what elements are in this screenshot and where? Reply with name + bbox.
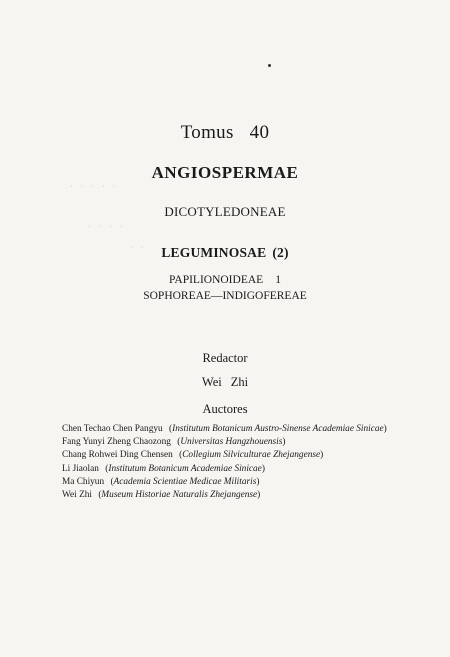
class-heading: ANGIOSPERMAE	[151, 163, 299, 182]
author-institution: (Collegium Silviculturae Zhejangense)	[179, 450, 324, 461]
author-institution: (Academia Scientiae Medicae Militaris)	[110, 476, 260, 487]
tomus-number: 40	[249, 122, 270, 143]
redactor-name	[0, 375, 450, 390]
subfamily-part: 1	[275, 274, 281, 286]
subfamily-heading	[0, 274, 450, 286]
redactor-heading: Redactor	[202, 351, 248, 365]
author-names: Chen Techao Chen Pangyu	[62, 424, 163, 434]
auctores-heading: Auctores	[202, 402, 248, 416]
author-names: Ma Chiyun	[62, 476, 105, 487]
author-line	[62, 436, 442, 449]
family-name: LEGUMINOSAE	[161, 245, 267, 260]
family-heading	[0, 245, 450, 261]
authors-list	[62, 423, 442, 502]
author-line	[62, 449, 442, 462]
author-line	[62, 476, 442, 489]
author-names: Chang Rohwei Ding Chensen	[62, 450, 173, 461]
subfamily-name: PAPILIONOIDEAE	[169, 274, 264, 286]
tribes-heading: SOPHOREAE—INDIGOFEREAE	[143, 290, 307, 302]
family-part: (2)	[272, 245, 289, 260]
redactor-first: Wei	[201, 375, 222, 389]
bleed-through-mark: · · · ·	[88, 222, 126, 231]
subclass-heading: DICOTYLEDONEAE	[164, 204, 286, 219]
volume-title	[0, 122, 450, 144]
author-names: Li Jiaolan	[62, 463, 99, 474]
author-line	[62, 463, 442, 476]
tomus-word: Tomus	[180, 122, 234, 143]
author-names: Wei Zhi	[62, 490, 92, 501]
author-line	[62, 423, 442, 436]
author-names: Fang Yunyi Zheng Chaozong	[62, 437, 171, 448]
redactor-second: Zhi	[230, 375, 249, 389]
author-institution: (Institutum Botanicum Academiae Sinicae)	[105, 463, 265, 474]
author-institution: (Institutum Botanicum Austro-Sinense Academiae Sinicae)	[168, 424, 387, 434]
speck-mark	[268, 64, 271, 67]
author-line	[62, 489, 442, 502]
author-institution: (Museum Historiae Naturalis Zhejangense)	[98, 490, 261, 501]
bleed-through-mark: · · · · ·	[70, 182, 119, 191]
author-institution: (Universitas Hangzhouensis)	[177, 437, 286, 448]
bleed-through-mark: · ·	[130, 243, 147, 252]
